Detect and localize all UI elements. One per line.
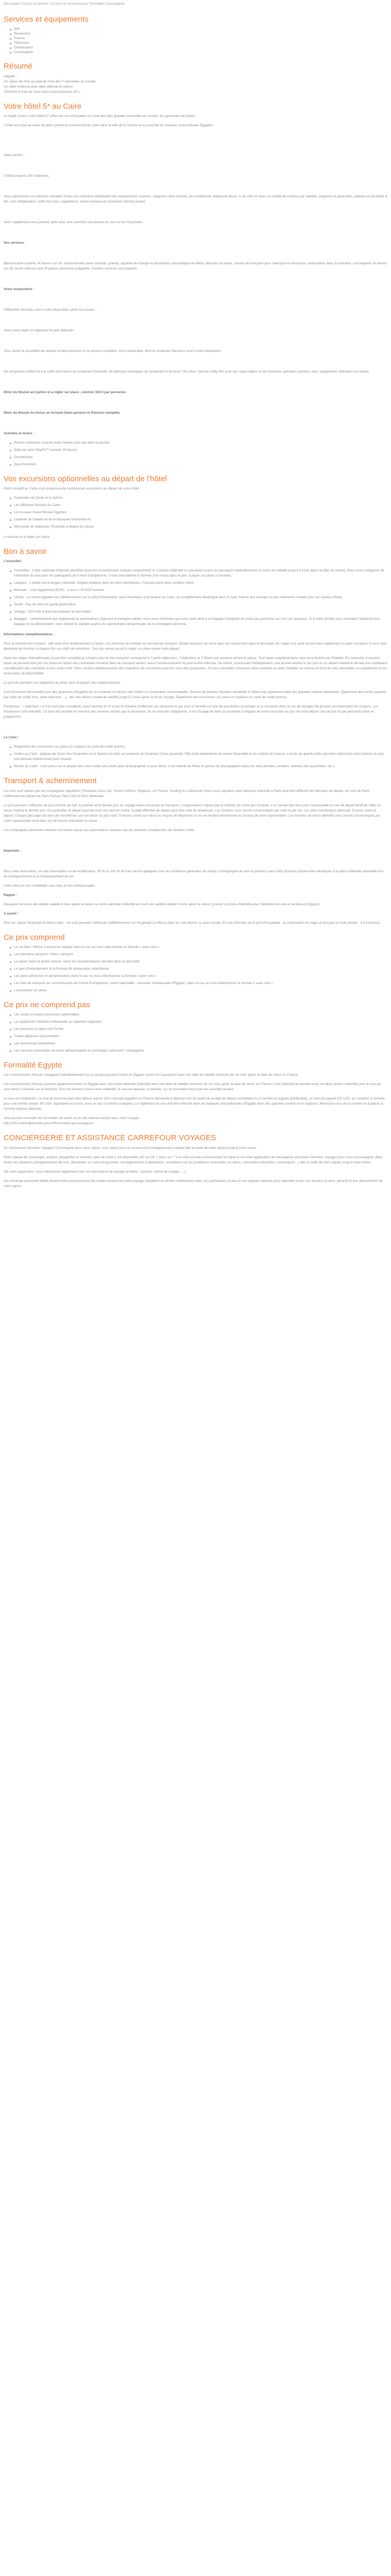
formalites-paragraph: Vous pouvez consulter les formalités de santé sur le site internet suivant pour votre voyage : bbox=[4, 1116, 141, 1121]
activity-item: Discothèque bbox=[10, 455, 387, 460]
services-list bbox=[4, 27, 387, 55]
transport-paragraph: Le prix peuvent s'effectuer de jour comme de nuit, le premier et le dernier jour du voyage étant consacrés au transport. L'organisateur n'ayant pas la maîtrise du choix des horaires, il se saurait être tenu pour responsable en cas de départ tardif de l'aller ou retour matinal le dernier jour. En particulier, le départ pourrait avoir lieu tard en soirée, la date effective de départ peut être celle du lendemain. Les horaires vous seront communiqués par mail ou par fax, sur votre convocation adressée 10 jours avant le départ. Chaque passager est tenu de reconfirmer son vol retour au plus tard 72 heures avant sur retour au moyen de télephone ou en se rendant directement au bureau de notre représentant. Les horaires de retour définitifs vous seront communiqués par notre représentant local dans les 48 heures précédant le retour. bbox=[4, 803, 381, 823]
hotel-paragraph: Dîner du Nouvel An inclus en formule Demi pension et Pension complète bbox=[4, 411, 120, 415]
resume-line: Un hôtel moderne pour allier détente et culture. bbox=[4, 84, 74, 89]
transport-paragraph: Cette offre est non modifiable sans frais et non remboursable. bbox=[4, 884, 95, 888]
resume-line: Transfert et frais de Visa inclus (ressortissants UE ) bbox=[4, 90, 80, 94]
activity-item: Salle de sport StayFit™ ouverte 24 heures bbox=[10, 448, 387, 453]
ne-comprend-item: Les boissons et repas hors forfait bbox=[10, 1027, 387, 1032]
conciergerie-title: CONCIERGERIE ET ASSISTANCE CARREFOUR VOYAGES bbox=[4, 1133, 216, 1143]
comprend-item: Le séjour selon la durée choisie, selon les caractéristiques décrites dans le descriptif bbox=[10, 959, 387, 964]
excursions-paragraph: A réserver et à régler sur place. bbox=[4, 535, 51, 539]
hotel-paragraph: De somptueux buffets et à la carte sont servis au restaurant Pyramids, de délicieux classiques au restaurant et terrasse The View. Sakura Lobby Bar pour des repas légers et des boissons spéciales (certains avec supplément, indication sur place). bbox=[4, 369, 370, 374]
transport-paragraph: Les compagnies aériennes utilisées ont toutes reçues les autorisations requises par les autorités compétentes de l'aviation civile. bbox=[4, 828, 195, 832]
service-item: Piscine bbox=[10, 36, 387, 41]
resto-label: Votre restauration : bbox=[4, 287, 35, 291]
activity-item: Spa Promotion bbox=[10, 462, 387, 467]
important-label: Important : bbox=[4, 849, 21, 853]
hotel-title: Votre hôtel 5* au Caire bbox=[4, 101, 82, 111]
formalites-link[interactable]: http://XXX.www.diplomatie.gouv.fr/fr/conseils-aux-voyageurs/ bbox=[4, 1122, 94, 1126]
conciergerie-paragraph: Un concierge personnel dédié devient votre principal point de contact durant tout votre voyage, travaillant en étroite collaboration avec nos partenaires locaux et nos équipes internes pour répondre à tous vos besoins et ainsi, garantir le bon déroulement de votre séjour. bbox=[4, 1179, 383, 1188]
comprend-item: Les frais de visa pour les ressortissants de l'Union Européenne ( autre nationalité - consulter l'ambassade d'Égypte ) dans le cas où vous sélectionnez la formule « avec vols » bbox=[10, 981, 387, 986]
comprend-item: Les transferts aéroport / hôtel / aéroport bbox=[10, 952, 387, 957]
resume-line: Un séjour de rêve au pied de l'une des 7 merveilles du monde. bbox=[4, 79, 97, 83]
caire-label: Le Caire : bbox=[4, 736, 19, 740]
formalites-paragraph: Les ressortissants français voyageant individuellement ou en groupe peuvent entrer en Égypte munis d'un passeport avec une date de validité minimum de six mois après la date de retour en France. bbox=[4, 1073, 299, 1077]
excursions-title: Vos excursions optionnelles au départ de l'hôtel bbox=[4, 474, 167, 483]
bon-savoir-paragraph: Pour la formule tout compris : elle varie d'un établissement à l'autre. Les boissons du minibar ne sont jamais incluses. Seules boissons au verre dans les restaurants dans le descriptif, les copas à la carte seront avec supplément à payer sur place. Il vous sera demandé de montrer à chaque fois vos clefs de chambres. Tous les extras seront à régler sur place avant votre départ. bbox=[4, 642, 387, 651]
transport-paragraph: Pour cette réservation, en cas d'annulation ou de modification, 50 % ou 100 % de frais seront appliqués (voir les conditions générales de vente) L'orthographe du nom et prénom (sans tiret) d'usines) doivent être identiques à la pièce d'identité présentée lors de l'enregistrement et à l'embarquement du vol. bbox=[4, 869, 384, 878]
prix-comprend-title: Ce prix comprend bbox=[4, 933, 65, 942]
avenir-label: A savoir : bbox=[4, 911, 19, 916]
service-item: Conciergerie bbox=[10, 50, 387, 55]
conciergerie-paragraph: En choisissant Carrefour Voyages Conciergerie pour votre séjour, vous optez pour un service d'accompagnement complet dès la veille de votre départ jusqu'à votre retour. bbox=[4, 1146, 257, 1150]
hotel-paragraph: Blanchisserie ouverte 24 heures sur 24, stationnement (avec voiturier, gratuit), appareil de change et distributeur automatique de billets, fleuriste sur place, service de transport pour l'aéroport en limousine, restauration dans la chambre, conciergerie 24 heures sur 24, accès Internet sans fil gratuit, personnel polyglotte. Certains services sont payants. bbox=[4, 261, 387, 270]
excursion-item: Les différents Musées du Caire bbox=[10, 503, 387, 508]
hotel-paragraph: Avec supplément vous pourrez opter pour une chambre vue piscine ou vue sur les Pyramides. bbox=[4, 220, 144, 224]
essentiel-item: Voltage : 220 volts à bord des bateaux et des hôtels bbox=[10, 609, 387, 615]
excursions-list bbox=[4, 496, 387, 530]
transport-title: Transport & acheminement bbox=[4, 776, 97, 786]
excursion-item: Le nouveau Grand Musée Égyptien bbox=[10, 510, 387, 515]
bon-savoir-paragraph: Selon les règles internationales la pension complète (y compris pour le tout compris) correspond à 7 petits-déjeuners, 7 déjeuners et 7 dîners par semaine durant le séjour. Tout repas supplémentaire vous sera facturé par l'hôtelier. En revanche si certains repas ne peuvent être pris sur place en raison des contraintes horaires liées au transport aérien, aucun remboursement ne pourra être effectué. De même, concernant l'hébergement, une arrivée tardive le 1er jour ou un départ matinal le dernier jour impliquent une libération des chambres le jour avant midi. Dans certains établissements des chambres de courtoisies pourront vous être proposées. Si vous souhaitez conserver votre chambre au-delà, l'hôtelier se réserve le droit de vous demander un supplément et sur réservation de disponibilité. bbox=[4, 656, 387, 676]
comprend-item: Les taxes aériennes et aéroportuaires dans le cas où vous sélectionnez la formule « avec vols » bbox=[10, 974, 387, 979]
ne-comprend-item: Toutes dépenses personnelles bbox=[10, 1034, 387, 1039]
essentiel-label: L'essentiel : bbox=[4, 560, 23, 564]
complementaires-label: Informations complémentaires : bbox=[4, 633, 55, 637]
ne-comprend-item: Les hausses éventuelles de taxes aéroportuaires et surcharges carburant / compagnies bbox=[10, 1048, 387, 1054]
activities-label: Activités et loisirs : bbox=[4, 431, 35, 435]
hotel-paragraph: Dîner du Nouvel an (option et à régler sur place ; environ 100 € par personne bbox=[4, 390, 126, 394]
caire-item: Visites au Caire : plateau de Gizeh (les Pyramides et le Sphinx) la visite se compose de l'extérieur d'une pyramide. Elle reste dépendante du temps disponible et du souhait de chacun. L'accès au grand public peut être interrompu sans préavis et pour une période indéterminée pour travaux. bbox=[10, 752, 387, 762]
essentiel-item: Climat : Le climat égyptien est méditerranéen sur la côte d'Alexandrie, semi désertique à la hauteur du Caire, et complètement désertique dans le Sud. Prévoir des lainages et des vêtements chauds pour les soirées d'hiver bbox=[10, 595, 387, 600]
resume-line: Inégalé … bbox=[4, 74, 19, 78]
essentiel-item: Bagages : conformément aux règlements et autorisations régissant le transport aérien, nous vous informons que vous avez droit à un bagage enregistré en soute par personne sur nos vols spéciaux. Si à votre arrivée vous constatez l'absence d'un bagage ou sa détérioration, vous devrez le signaler auprès du représentant aéroportuaire de la compagnie aérienne. bbox=[10, 617, 387, 627]
hotel-paragraph: Le Hyatt Centric Cairo West 5* offre une vue incroyable sur l'une des plus grandes merveilles du monde, les pyramides de Gizeh. bbox=[4, 114, 196, 118]
essentiel-item: Monnaie : Livre égyptienne (EGP) : 1 euro = 50 EGP environ bbox=[10, 588, 387, 593]
activities-list bbox=[4, 440, 387, 467]
essentiel-item: Langues : L'arabe est la langue nationale. Anglais pratiqué dans les lieux touristiques. Français parlé dans certains hôtels bbox=[10, 581, 387, 586]
comprend-item: Le vol Aller / Retour à bord d'un régulier dans le cas où vous sélectionnez la formule « avec vols » bbox=[10, 945, 387, 950]
excursion-item: Nécropole de Sakkarah, Pyramide à degrés de Djoser bbox=[10, 524, 387, 530]
formalites-title: Formalité Egypte bbox=[4, 1061, 62, 1070]
caire-item: Musée du Caire : Il est prévu sur le plupart des sites visités des droits pour photographier et pour filmer. Il est interdit de filmer et parfois de photographier dans les sites (tombes, temples, intérieur des pyramides, etc.). bbox=[10, 764, 387, 769]
service-item: Climatisation bbox=[10, 45, 387, 50]
excursion-item: Citadelle de Saladin et de la Mosquée Mohamed Ali bbox=[10, 517, 387, 522]
comprend-item: Le type d'hébergement et la formule de restauration sélectionné bbox=[10, 967, 387, 972]
bon-savoir-paragraph: Pourboires : « bakchich » il n'en sont pas considérés (sauf mention le 15 € par la manière d'effectuer par personne et par jour) à l'arrivée sur une de pourboires à partager et à conserver dans le cas de voyages de groupes et notamment les moyens. Les Pourboires sont indicatifs. Ce taux est variable en fonction des services rendus par le personnel. Ils ne sont pas obligatoires. Il est d'usage de faire un pourboire à l'équipe de votre excursion au jour de votre départ (1€ par jour et par personne selon le programme. bbox=[4, 705, 379, 719]
caire-item: Règlement des excursions sur place en espèces ou carte de crédit (euros). bbox=[10, 744, 387, 750]
conciergerie-paragraph: Via notre application, vous retrouverez également tous vos documents de voyage (e-billets, voucher, carnet de voyage, …) bbox=[4, 1170, 186, 1174]
ne-comprend-item: Les visites et toutes excursions optionnelles bbox=[10, 1012, 387, 1018]
hotel-paragraph: Votre confort : bbox=[4, 153, 25, 157]
bon-savoir-paragraph: Il est fortement déconseillé pour des questions d'hygiène de se restaurer en dehors des hôtels ou restaurants recommandés. Service de bateaux fluviales variabilité à l'hôtel mais également dans les grandes stations balnéaires. Également des extras payants par carte de crédit Visa, carte bancaire …) ; dès des dîners couple de validité jusqu'à 2 mois après la fin du voyage. Également des excursions sur place en espèces ou carte de crédit (euros). bbox=[4, 690, 386, 700]
section-nav[interactable]: Description Ce prix comprend / Ce prix ne comprend pas Formalités Conciergerie bbox=[4, 2, 125, 6]
formalites-paragraph: Le visa est obligatoire. Le visa de tourisme peut être délivré auprès d'un consulat égyptien en France (demande à déposer très en avant de la date de départ souhaitée) ou à l'arrivée en Egypte (préférable). Le visa est payant (25 USD, au comptoir à l'arrivée, pour une entrée simple, 60 USD, équivalent en Euros, pour un visa à entrées multiples). Le règlement du visa doit être effectué dans les banques internationales d'Égypte dans des guichets ouverts et en espèces. Munissez-vous de la somme en espèces à l'arrivée (facture délivrée). bbox=[4, 1097, 386, 1111]
transport-paragraph: Les vols sont opérés par les compagnies régulières (Transavia, Easy Jet, Turkish Airlines, Pegasus, Air France, Vueling ou Lufthansa). Nous vous signalons que l'aéroport d'arrivée à Paris peut être différent de l'aéroport de départ, les vols de Paris s'effectuent au départ de Paris Roissy, Paris Orly et Paris Beauvais. bbox=[4, 789, 370, 798]
excursion-item: Pyramides de Gizeh et le Sphinx bbox=[10, 496, 387, 501]
resume-title: Résumé bbox=[4, 62, 32, 71]
services-label: Vos services : bbox=[4, 241, 26, 245]
prix-comprend-list bbox=[4, 945, 387, 993]
page-content bbox=[0, 0, 391, 1204]
service-item: Télévision bbox=[10, 41, 387, 45]
service-item: Wifi bbox=[10, 27, 387, 31]
ne-comprend-item: Le supplément chambre individuelle ou logement supérieur bbox=[10, 1020, 387, 1025]
conciergerie-paragraph: Notre équipe de concierges, experts, polyglottes et humains (pas de robot !) est disponible 24h sur 24, 7 jours sur 7 et à votre écoute exclusivement en ligne et via notre application de messagerie sécurisée Carrefour Voyages pour vous accompagner dans toutes les situations (enregistrement de vols, demandes sur votre programme, renseignements à destination, assistance sur les problèmes rencontrés sur place, réservation d'activités, conciergerie…) dès la veille de votre départ jusqu'à votre retour. bbox=[4, 1155, 383, 1164]
rappel-label: Rappel : bbox=[4, 893, 17, 897]
hotel-paragraph: Vous séjournerez en chambre standard Toutes les chambres bénéficient des équipements suivants : baignoire avec douche, air conditionné, téléphone direct, tv de 165 cm avec un variété de chaînes par satellite, peignoirs et pantoufles, plateau ou bouilloire à thé, mini-réfrigérateur, coffre-fort avec supplément, sèche-cheveux et connexion internet gratuit. bbox=[4, 194, 387, 204]
prix-ne-comprend-title: Ce prix ne comprend pas bbox=[4, 1000, 90, 1009]
service-item: Restaurant bbox=[10, 31, 387, 36]
essentiel-item: Formalités : Carte nationale d'identité plastifiée (pour les ressortissants français uniquement) et 2 photos d'identité ou passeport (carte ou passeport impérativement en cours de validité jusqu'à 6 mois après la date de retour). Nous nous chargeons de l'obtention du visa pour les participants de l'Union Européenne, il vous sera délivré à l'arrivée (non inclus dans le prix, à payer sur place à l'arrivée) bbox=[10, 568, 387, 579]
bon-savoir-title: Bon à savoir bbox=[4, 547, 47, 556]
caire-list bbox=[4, 744, 387, 769]
excursions-paragraph: Notre réceptif au Caire vous proposera de nombreuses excursions au départ de votre hôtel : bbox=[4, 487, 141, 490]
comprend-item: L'assistance sur place bbox=[10, 988, 387, 993]
hotel-paragraph: Vous serez logés en logement et petit déjeuner. bbox=[4, 328, 75, 332]
hotel-paragraph: Différentes formules sont à votre disposition selon vos envies : bbox=[4, 308, 96, 312]
formalites-paragraph: Les ressortissants français peuvent également entrer en Égypte avec une carte nationale d'identité avec une date de validité minimum de six mois après la date de retour en France. Il est impératif de prendre avec soi deux photos d'identité pour le visa qui sera remis à l'arrivée sur le territoire. Pour les porteurs d'une carte d'identité, le visa est apposé, à l'arrivée, sur un formulaire fourni par les autorités locales. bbox=[4, 1082, 381, 1092]
transport-paragraph: Pour les séjour Hurghada et Marsa Alam : les vols peuvent s'effectuer indifféremment sur Hurghada ou Marsa Alam en vols directs ou avec escale. En cas d'arrivée via le port d'Hurghada , la continuation du trajet se fera par la route (durée : 3 à 4 heures). bbox=[4, 921, 381, 925]
essentiel-list bbox=[4, 568, 387, 627]
services-title: Services et équipements bbox=[4, 15, 89, 24]
hotel-paragraph: Vous aurez la possibilité de rajouter la demi-pension ou la pension complète. Cinq restaurants, dont le restaurant Barrasco sont à votre disposition. bbox=[4, 349, 222, 353]
activity-item: Piscine extérieure ouverte toute l'année avec bar dans la piscine bbox=[10, 440, 387, 446]
hotel-paragraph: L'hôtel est situé au cœur du pôle culturel et commercial du Caire dans la ville du 6 Octobre et à proximité du nouveau Grand Musée Égyptien. bbox=[4, 123, 214, 127]
hotel-paragraph: L'hôtel propose 250 chambres. bbox=[4, 174, 50, 178]
prix-ne-comprend-list bbox=[4, 1012, 387, 1054]
transport-paragraph: Passeport en cours de validité valable 6 mois après le retour ou carte nationale d'identité en cours de validité valable 6 mois après le retour ( prévoir 2 photos d'identité pour l'obtention du visa à l'arrivée en Egypte ) bbox=[4, 902, 320, 906]
bon-savoir-paragraph: Le port du pantalon est obligatoire au dîner dans la plupart des établissements. bbox=[4, 681, 121, 685]
ne-comprend-item: Les assurances facultatives bbox=[10, 1041, 387, 1046]
essentiel-item: Santé : Pas de mise en garde particulière bbox=[10, 602, 387, 607]
